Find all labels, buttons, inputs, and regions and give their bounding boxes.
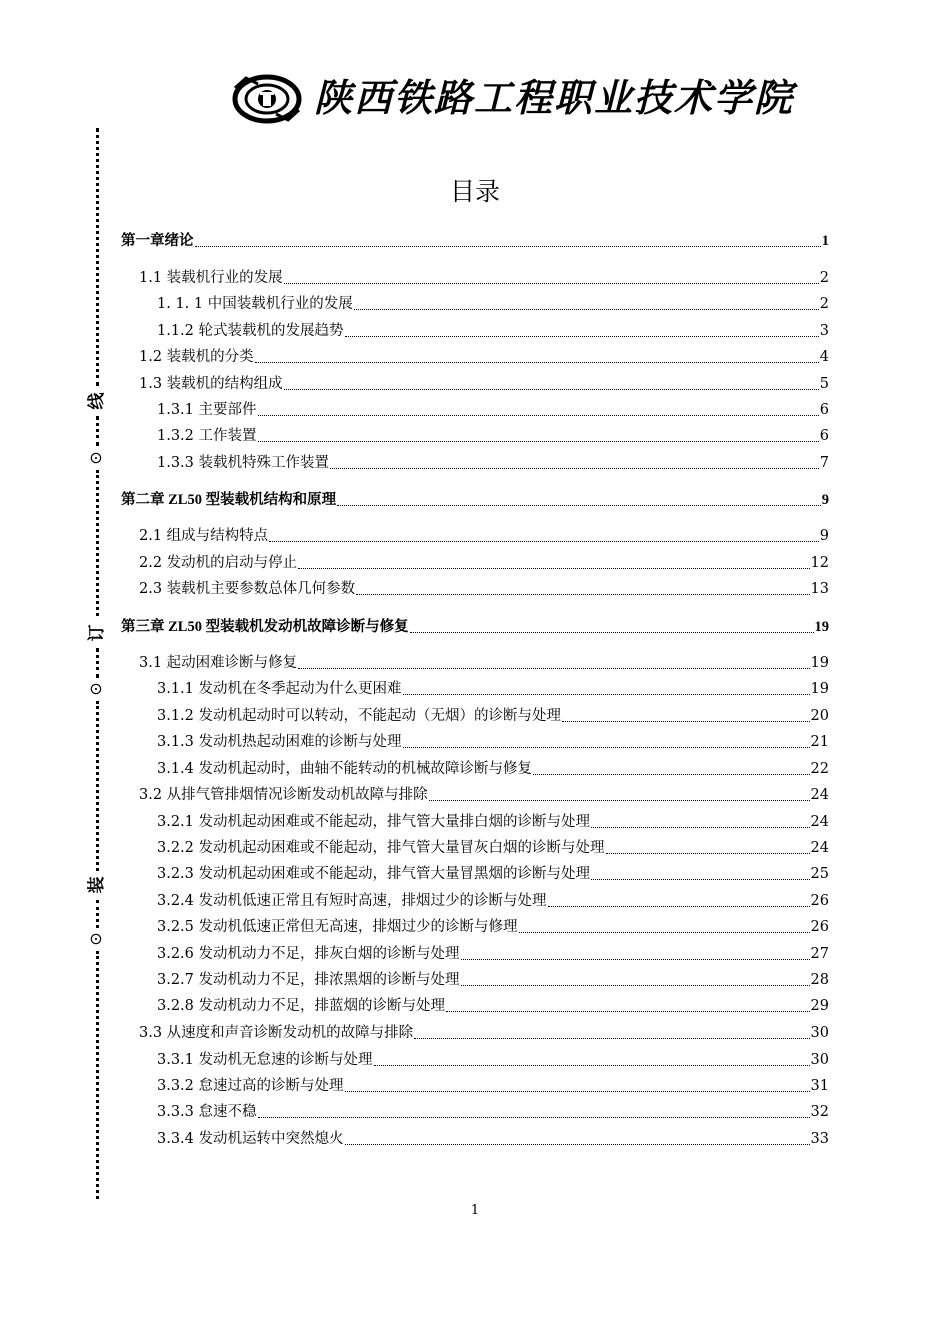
toc-entry-page: 3 — [819, 323, 829, 339]
toc-dot-leader — [269, 541, 819, 542]
toc-dot-leader — [606, 853, 810, 854]
toc-dot-leader — [519, 932, 810, 933]
toc-entry-page: 30 — [810, 1052, 829, 1068]
toc-entry-page: 32 — [810, 1104, 829, 1120]
binding-hole-icon: ⊙ — [89, 679, 103, 698]
toc-subsection-entry[interactable] — [157, 731, 829, 753]
toc-entry-page: 24 — [810, 840, 829, 856]
toc-chapter-entry[interactable] — [121, 489, 829, 511]
toc-section-entry[interactable] — [139, 373, 829, 395]
toc-subsection-entry[interactable] — [157, 1101, 829, 1123]
toc-entry-page: 19 — [810, 681, 829, 697]
toc-entry-title: 2.2 发动机的启动与停止 — [139, 555, 298, 571]
toc-entry-page: 22 — [810, 761, 829, 777]
toc-subsection-entry[interactable] — [157, 705, 829, 727]
toc-entry-page: 19 — [810, 655, 829, 671]
toc-subsection-entry[interactable] — [157, 890, 829, 912]
toc-dot-leader — [374, 1065, 810, 1066]
toc-dot-leader — [298, 568, 809, 569]
toc-entry-title: 第三章 ZL50 型装载机发动机故障诊断与修复 — [121, 619, 409, 635]
toc-section-entry[interactable] — [139, 552, 829, 574]
toc-dot-leader — [403, 694, 810, 695]
toc-entry-title: 3.1.3 发动机热起动困难的诊断与处理 — [157, 734, 402, 750]
toc-entry-page: 4 — [819, 349, 829, 365]
toc-subsection-entry[interactable] — [157, 969, 829, 991]
toc-entry-page: 33 — [810, 1131, 829, 1147]
toc-dot-leader — [533, 774, 810, 775]
toc-entry-title: 3.1.1 发动机在冬季起动为什么更困难 — [157, 681, 402, 697]
toc-dot-leader — [258, 415, 819, 416]
toc-section-entry[interactable] — [139, 267, 829, 289]
binding-label-zhuang: 装 — [87, 876, 107, 894]
toc-subsection-entry[interactable] — [157, 758, 829, 780]
toc-entry-page: 2 — [819, 270, 829, 286]
toc-entry-title: 1.3.1 主要部件 — [157, 402, 257, 418]
toc-dot-leader — [591, 879, 810, 880]
toc-dot-leader — [429, 800, 810, 801]
toc-entry-page: 26 — [810, 919, 829, 935]
toc-entry-title: 3.2.7 发动机动力不足，排浓黑烟的诊断与处理 — [157, 972, 460, 988]
toc-subsection-entry[interactable] — [157, 1049, 829, 1071]
toc-entry-title: 3.2.5 发动机低速正常但无高速，排烟过少的诊断与修理 — [157, 919, 518, 935]
toc-entry-title: 1.2 装载机的分类 — [139, 349, 254, 365]
toc-subsection-entry[interactable] — [157, 425, 829, 447]
toc-entry-title: 3.2.4 发动机低速正常且有短时高速，排烟过少的诊断与处理 — [157, 893, 547, 909]
toc-dot-leader — [414, 1038, 809, 1039]
toc-entry-page: 31 — [810, 1078, 829, 1094]
toc-entry-page: 19 — [814, 619, 829, 635]
toc-subsection-entry[interactable] — [157, 293, 829, 315]
toc-entry-title: 1.3.2 工作装置 — [157, 428, 257, 444]
toc-entry-title: 3.1.2 发动机起动时可以转动，不能起动（无烟）的诊断与处理 — [157, 708, 562, 724]
toc-subsection-entry[interactable] — [157, 943, 829, 965]
toc-entry-page: 6 — [819, 402, 829, 418]
toc-dot-leader — [337, 505, 821, 506]
toc-entry-title: 3.2.1 发动机起动困难或不能起动，排气管大量排白烟的诊断与处理 — [157, 814, 591, 830]
toc-dot-leader — [345, 1091, 810, 1092]
toc-entry-page: 9 — [819, 528, 829, 544]
toc-entry-title: 第一章绪论 — [121, 233, 194, 249]
page-title: 目录 — [449, 177, 500, 206]
toc-entry-title: 1. 1. 1 中国装载机行业的发展 — [157, 296, 353, 312]
binding-label-xian: 线 — [87, 392, 107, 410]
toc-dot-leader — [284, 283, 819, 284]
toc-section-entry[interactable] — [139, 346, 829, 368]
toc-section-entry[interactable] — [139, 525, 829, 547]
toc-dot-leader — [410, 632, 814, 633]
toc-subsection-entry[interactable] — [157, 811, 829, 833]
toc-chapter-entry[interactable] — [121, 230, 829, 252]
toc-entry-page: 12 — [810, 555, 829, 571]
toc-dot-leader — [258, 1117, 810, 1118]
institution-name: 陕西铁路工程职业技术学院 — [314, 75, 795, 120]
toc-entry-title: 2.3 装载机主要参数总体几何参数 — [139, 581, 356, 597]
toc-entry-page: 1 — [821, 233, 829, 249]
toc-dot-leader — [258, 441, 819, 442]
toc-subsection-entry[interactable] — [157, 1128, 829, 1150]
toc-section-entry[interactable] — [139, 784, 829, 806]
toc-entry-title: 1.1.2 轮式装载机的发展趋势 — [157, 323, 344, 339]
toc-entry-title: 3.3.2 怠速过高的诊断与处理 — [157, 1078, 344, 1094]
toc-entry-page: 30 — [810, 1025, 829, 1041]
toc-subsection-entry[interactable] — [157, 452, 829, 474]
toc-dot-leader — [446, 1011, 810, 1012]
toc-entry-title: 3.3.4 发动机运转中突然熄火 — [157, 1131, 344, 1147]
toc-dot-leader — [298, 668, 809, 669]
toc-entry-title: 第二章 ZL50 型装载机结构和原理 — [121, 492, 337, 508]
toc-dot-leader — [195, 246, 821, 247]
toc-dot-leader — [284, 389, 819, 390]
toc-entry-page: 5 — [819, 376, 829, 392]
toc-entry-title: 3.1.4 发动机起动时，曲轴不能转动的机械故障诊断与修复 — [157, 761, 533, 777]
toc-dot-leader — [461, 959, 810, 960]
toc-entry-page: 20 — [810, 708, 829, 724]
toc-dot-leader — [591, 827, 810, 828]
toc-subsection-entry[interactable] — [157, 995, 829, 1017]
toc-dot-leader — [345, 1144, 810, 1145]
toc-dot-leader — [330, 468, 819, 469]
toc-section-entry[interactable] — [139, 578, 829, 600]
binding-hole-icon: ⊙ — [89, 448, 103, 467]
binding-label-ding: 订 — [87, 624, 107, 642]
toc-chapter-entry[interactable] — [121, 616, 829, 638]
toc-entry-page: 28 — [810, 972, 829, 988]
toc-subsection-entry[interactable] — [157, 1075, 829, 1097]
toc-dot-leader — [562, 721, 810, 722]
toc-entry-title: 3.2.6 发动机动力不足，排灰白烟的诊断与处理 — [157, 946, 460, 962]
toc-entry-page: 24 — [810, 787, 829, 803]
toc-subsection-entry[interactable] — [157, 399, 829, 421]
toc-entry-title: 3.2.8 发动机动力不足，排蓝烟的诊断与处理 — [157, 998, 446, 1014]
toc-entry-page: 9 — [821, 492, 829, 508]
toc-dot-leader — [548, 906, 810, 907]
toc-dot-leader — [461, 985, 810, 986]
toc-entry-page: 7 — [819, 455, 829, 471]
toc-entry-page: 27 — [810, 946, 829, 962]
toc-subsection-entry[interactable] — [157, 916, 829, 938]
toc-entry-title: 3.1 起动困难诊断与修复 — [139, 655, 298, 671]
toc-entry-page: 6 — [819, 428, 829, 444]
toc-entry-page: 24 — [810, 814, 829, 830]
toc-section-entry[interactable] — [139, 1022, 829, 1044]
toc-section-entry[interactable] — [139, 652, 829, 674]
toc-subsection-entry[interactable] — [157, 320, 829, 342]
toc-entry-page: 2 — [819, 296, 829, 312]
binding-hole-icon: ⊙ — [89, 929, 103, 948]
toc-entry-page: 29 — [810, 998, 829, 1014]
toc-entry-page: 25 — [810, 866, 829, 882]
toc-entry-title: 2.1 组成与结构特点 — [139, 528, 269, 544]
toc-entry-page: 26 — [810, 893, 829, 909]
toc-dot-leader — [345, 336, 819, 337]
toc-entry-title: 3.3.1 发动机无怠速的诊断与处理 — [157, 1052, 373, 1068]
toc-entry-page: 13 — [810, 581, 829, 597]
toc-dot-leader — [403, 747, 810, 748]
toc-entry-title: 1.3.3 装载机特殊工作装置 — [157, 455, 330, 471]
toc-dot-leader — [356, 594, 809, 595]
toc-entry-title: 3.3 从速度和声音诊断发动机的故障与排除 — [139, 1025, 414, 1041]
toc-entry-title: 3.2 从排气管排烟情况诊断发动机故障与排除 — [139, 787, 428, 803]
toc-subsection-entry[interactable] — [157, 837, 829, 859]
toc-entry-title: 1.3 装载机的结构组成 — [139, 376, 283, 392]
toc-dot-leader — [255, 362, 819, 363]
toc-entry-page: 21 — [810, 734, 829, 750]
toc-entry-title: 3.3.3 怠速不稳 — [157, 1104, 257, 1120]
toc-subsection-entry[interactable] — [157, 863, 829, 885]
toc-entry-title: 3.2.3 发动机起动困难或不能起动，排气管大量冒黑烟的诊断与处理 — [157, 866, 591, 882]
toc-dot-leader — [354, 309, 819, 310]
toc-entry-title: 3.2.2 发动机起动困难或不能起动，排气管大量冒灰白烟的诊断与处理 — [157, 840, 605, 856]
toc-subsection-entry[interactable] — [157, 678, 829, 700]
toc-entry-title: 1.1 装载机行业的发展 — [139, 270, 283, 286]
page-number: 1 — [470, 1203, 480, 1218]
